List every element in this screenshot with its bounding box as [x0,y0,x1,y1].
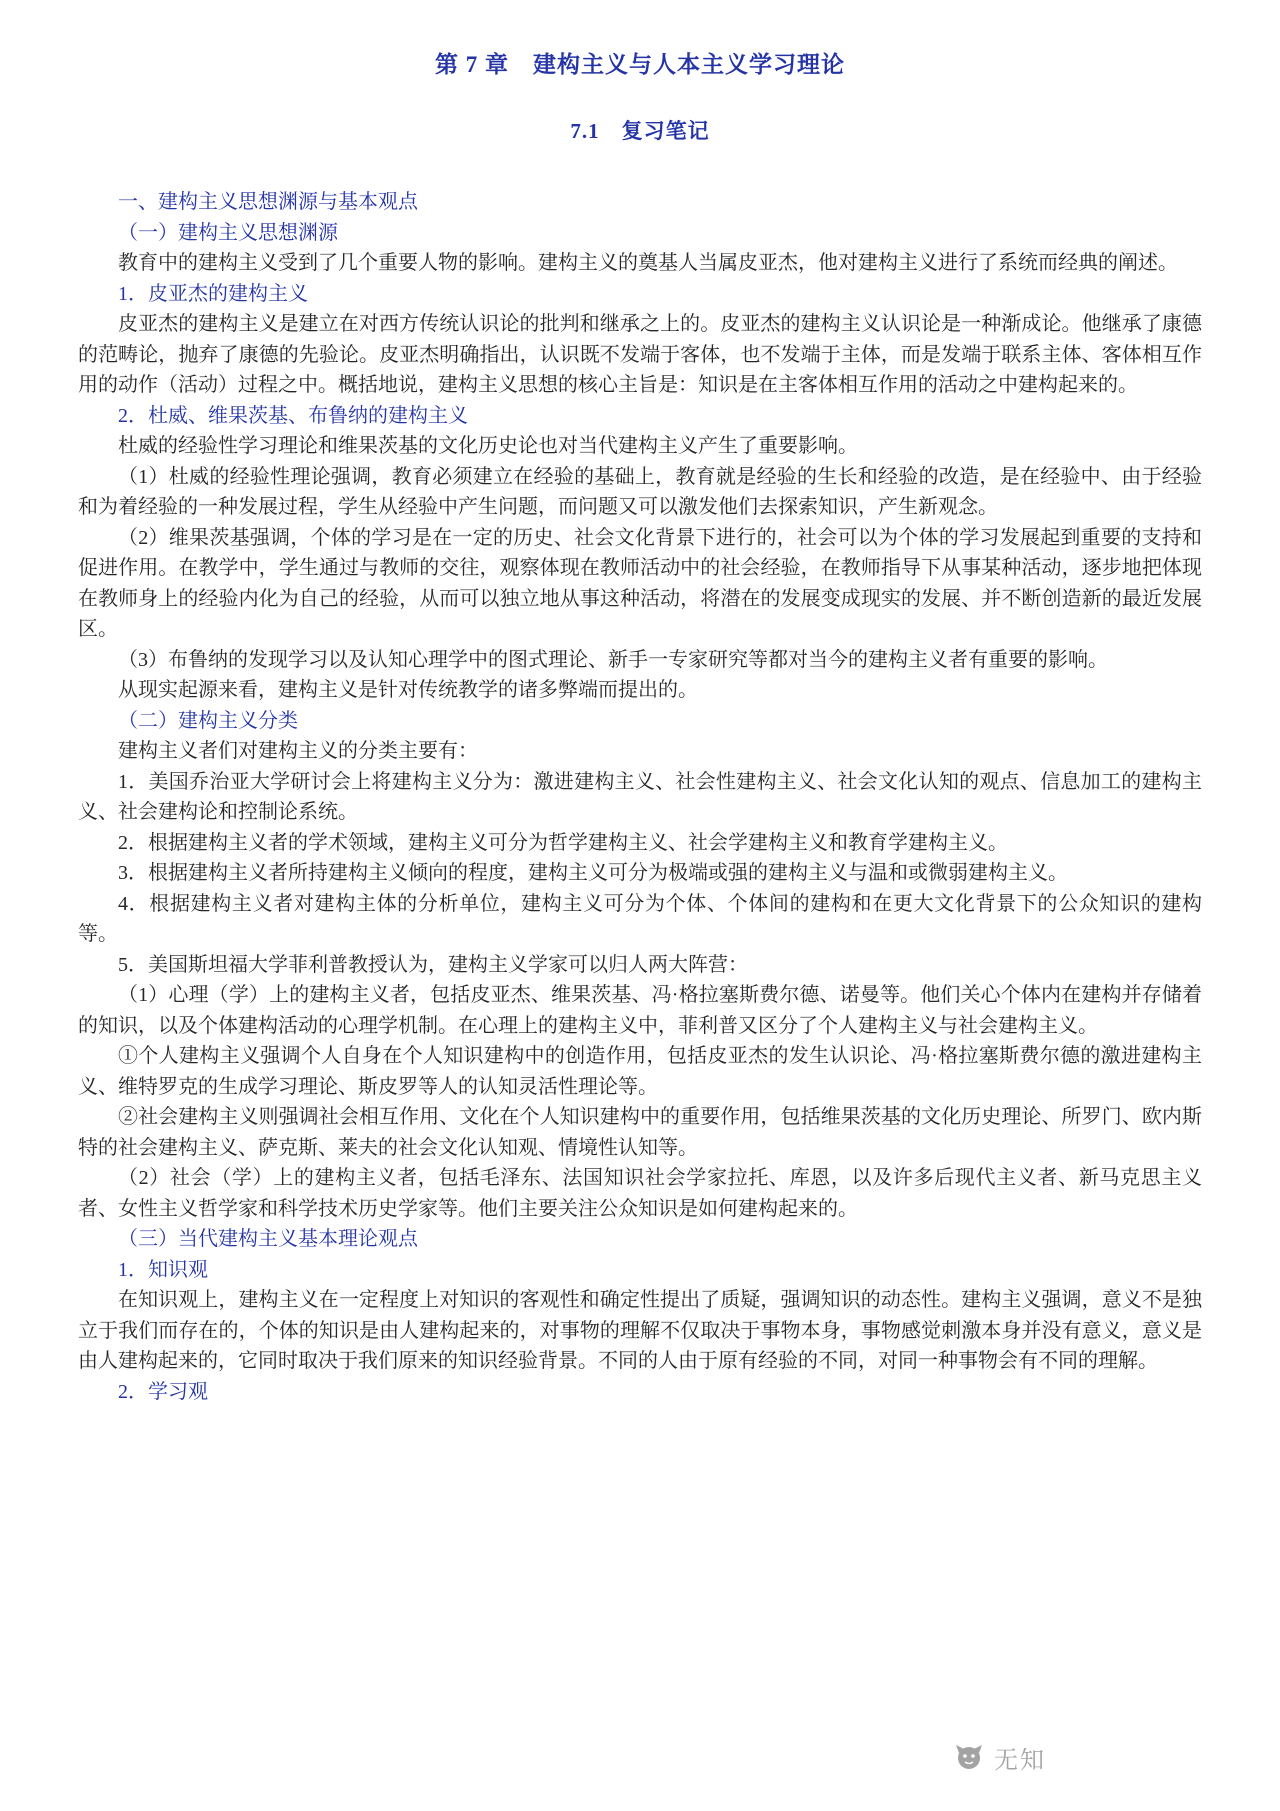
section-heading: 2．杜威、维果茨基、布鲁纳的建构主义 [118,404,468,427]
body-paragraph: 杜威的经验性学习理论和维果茨基的文化历史论也对当代建构主义产生了重要影响。 [118,435,858,457]
body-paragraph: （2）维果茨基强调，个体的学习是在一定的历史、社会文化背景下进行的，社会可以为个体的学习发展起到重要的支持和促进作用。在教学中，学生通过与教师的交往，观察体现在教师活动中的社会经验，在教师指导下从事某种活动，逐步地把体现在教师身上的经验内化为自己的经验，从而可以独立地从事这种活动，将潜在的发展变成现实的发展、并不断创造新的最近发展区。 [78,526,1202,640]
cat-logo-icon [952,1743,986,1773]
body-paragraph: 4．根据建构主义者对建构主体的分析单位，建构主义可分为个体、个体间的建构和在更大文化背景下的公众知识的建构等。 [78,892,1202,945]
body-paragraph: （1）心理（学）上的建构主义者，包括皮亚杰、维果茨基、冯·格拉塞斯费尔德、诺曼等。他们关心个体内在建构并存储着的知识，以及个体建构活动的心理学机制。在心理上的建构主义中，菲利普又区分了个人建构主义与社会建构主义。 [78,984,1202,1037]
body-paragraph: 在知识观上，建构主义在一定程度上对知识的客观性和确定性提出了质疑，强调知识的动态性。建构主义强调，意义不是独立于我们而存在的，个体的知识是由人建构起来的，对事物的理解不仅取决于事物本身，事物感觉刺激本身并没有意义，意义是由人建构起来的，它同时取决于我们原来的知识经验背景。不同的人由于原有经验的不同，对同一种事物会有不同的理解。 [78,1289,1202,1372]
body-paragraph: （2）社会（学）上的建构主义者，包括毛泽东、法国知识社会学家拉托、库恩，以及许多后现代主义者、新马克思主义者、女性主义哲学家和科学技术历史学家等。他们主要关注公众知识是如何建构起来的。 [78,1167,1202,1220]
watermark-text: 无知 [994,1747,1046,1774]
section-heading: （三）当代建构主义基本理论观点 [118,1228,418,1250]
section-heading: 一、建构主义思想渊源与基本观点 [118,191,418,213]
section-heading: 1．知识观 [118,1258,208,1281]
section-heading: 2．学习观 [118,1380,208,1403]
watermark [952,1740,1046,1775]
body-paragraph: 5．美国斯坦福大学菲利普教授认为，建构主义学家可以归人两大阵营： [118,953,748,976]
body-paragraph: 从现实起源来看，建构主义是针对传统教学的诸多弊端而提出的。 [118,679,698,701]
body-paragraph: 3．根据建构主义者所持建构主义倾向的程度，建构主义可分为极端或强的建构主义与温和或微弱建构主义。 [118,862,1068,884]
body-paragraph: 皮亚杰的建构主义是建立在对西方传统认识论的批判和继承之上的。皮亚杰的建构主义认识论是一种渐成论。他继承了康德的范畴论，抛弃了康德的先验论。皮亚杰明确指出，认识既不发端于客体，也不发端于主体，而是发端于联系主体、客体相互作用的动作（活动）过程之中。概括地说，建构主义思想的核心主旨是：知识是在主客体相互作用的活动之中建构起来的。 [78,313,1202,396]
section-title: 7.1 复习笔记 [570,119,710,143]
body-paragraph: （1）杜威的经验性理论强调，教育必须建立在经验的基础上，教育就是经验的生长和经验的改造，是在经验中、由于经验和为着经验的一种发展过程，学生从经验中产生问题，而问题又可以激发他们去探索知识，产生新观念。 [78,465,1202,518]
document-body [78,187,1202,1407]
body-paragraph: ①个人建构主义强调个人自身在个人知识建构中的创造作用，包括皮亚杰的发生认识论、冯·格拉塞斯费尔德的激进建构主义、维特罗克的生成学习理论、斯皮罗等人的认知灵活性理论等。 [78,1045,1202,1098]
page-title: 第 7 章 建构主义与人本主义学习理论 [435,52,845,77]
section-heading: （二）建构主义分类 [118,709,298,732]
body-paragraph: （3）布鲁纳的发现学习以及认知心理学中的图式理论、新手一专家研究等都对当今的建构主义者有重要的影响。 [118,648,1108,671]
section-heading: 1．皮亚杰的建构主义 [118,282,308,305]
body-paragraph: 建构主义者们对建构主义的分类主要有： [118,740,478,762]
body-paragraph: ②社会建构主义则强调社会相互作用、文化在个人知识建构中的重要作用，包括维果茨基的文化历史理论、所罗门、欧内斯特的社会建构主义、萨克斯、莱夫的社会文化认知观、情境性认知等。 [78,1106,1202,1159]
section-heading: （一）建构主义思想渊源 [118,221,338,244]
body-paragraph: 1．美国乔治亚大学研讨会上将建构主义分为：激进建构主义、社会性建构主义、社会文化认知的观点、信息加工的建构主义、社会建构论和控制论系统。 [78,770,1202,823]
body-paragraph: 2．根据建构主义者的学术领域，建构主义可分为哲学建构主义、社会学建构主义和教育学建构主义。 [118,831,1008,854]
body-paragraph: 教育中的建构主义受到了几个重要人物的影响。建构主义的奠基人当属皮亚杰，他对建构主义进行了系统而经典的阐述。 [118,252,1178,274]
